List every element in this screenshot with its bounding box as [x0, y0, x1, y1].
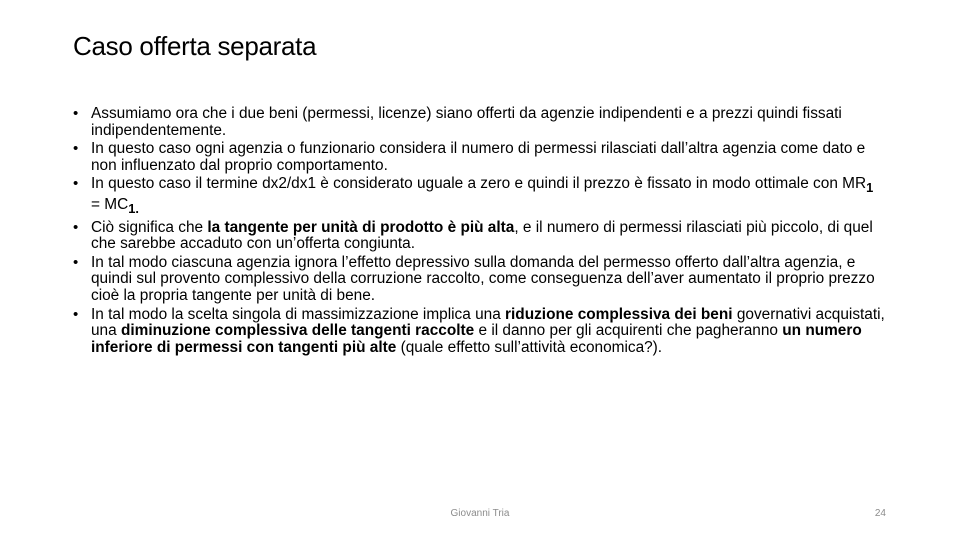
slide-number: 24	[874, 508, 886, 519]
bullet-item-1	[73, 106, 885, 139]
bullet-marker: •	[73, 105, 79, 122]
bullet-text: In tal modo ciascuna agenzia ignora l’effetto depressivo sulla domanda del permesso offerto dall’altra agenzia, e quindi sul provento complessivo della corruzione raccolto, come conseguenza dell’aver aumentato il proprio prezzo cioè la propria tangente per unità di bene.	[91, 253, 875, 304]
bullet-item-5	[73, 255, 885, 305]
bullet-marker: •	[73, 305, 79, 323]
bullet-marker: •	[73, 253, 79, 271]
formula-mc-subscript: 1.	[128, 201, 139, 217]
bullet-text: Assumiamo ora che i due beni (permessi, licenze) siano offerti da agenzie indipendenti e a prezzi quindi fissati indipendentemente.	[91, 105, 842, 139]
bullet-list	[73, 106, 885, 358]
bold-text: diminuzione complessiva delle tangenti raccolte	[120, 322, 475, 340]
bullet-item-2	[73, 141, 885, 174]
bullet-text: , e il numero di permessi rilasciati più piccolo, di quel che sarebbe accaduto con un’offerta congiunta.	[91, 218, 873, 253]
formula-equals: =	[91, 195, 105, 213]
bullet-text: Ciò significa che	[91, 218, 208, 236]
formula-mr: MR	[842, 175, 867, 193]
bullet-marker: •	[73, 175, 79, 193]
bullet-marker: •	[73, 140, 79, 158]
bullet-text: In questo caso il termine dx2/dx1 è considerato uguale a zero e quindi il prezzo è fissato in modo ottimale con	[91, 175, 843, 193]
bullet-text: (quale effetto sull’attività economica?).	[396, 338, 663, 356]
slide-title: Caso offerta separata	[73, 31, 317, 61]
bullet-text: governativi acquistati, una	[91, 305, 885, 340]
bullet-text: e il danno per gli acquirenti che pagheranno	[474, 322, 783, 340]
bullet-item-4	[73, 220, 885, 253]
footer-author: Giovanni Tria	[450, 508, 510, 519]
bullet-text: In questo caso ogni agenzia o funzionario considera il numero di permessi rilasciati dall’altra agenzia come dato e non influenzato dal proprio comportamento.	[91, 140, 866, 174]
formula-mr-subscript: 1	[866, 180, 874, 196]
bullet-marker: •	[73, 218, 79, 236]
bold-text: riduzione complessiva dei beni	[505, 305, 733, 323]
bullet-item-3	[73, 176, 885, 217]
formula-mc: MC	[104, 195, 129, 213]
bold-text: un numero inferiore di permessi con tangenti più alte	[91, 322, 862, 356]
bullet-text: In tal modo la scelta singola di massimizzazione implica una	[91, 305, 506, 323]
bullet-item-6	[73, 307, 885, 357]
bold-text: la tangente per unità di prodotto è più alta	[207, 218, 515, 236]
